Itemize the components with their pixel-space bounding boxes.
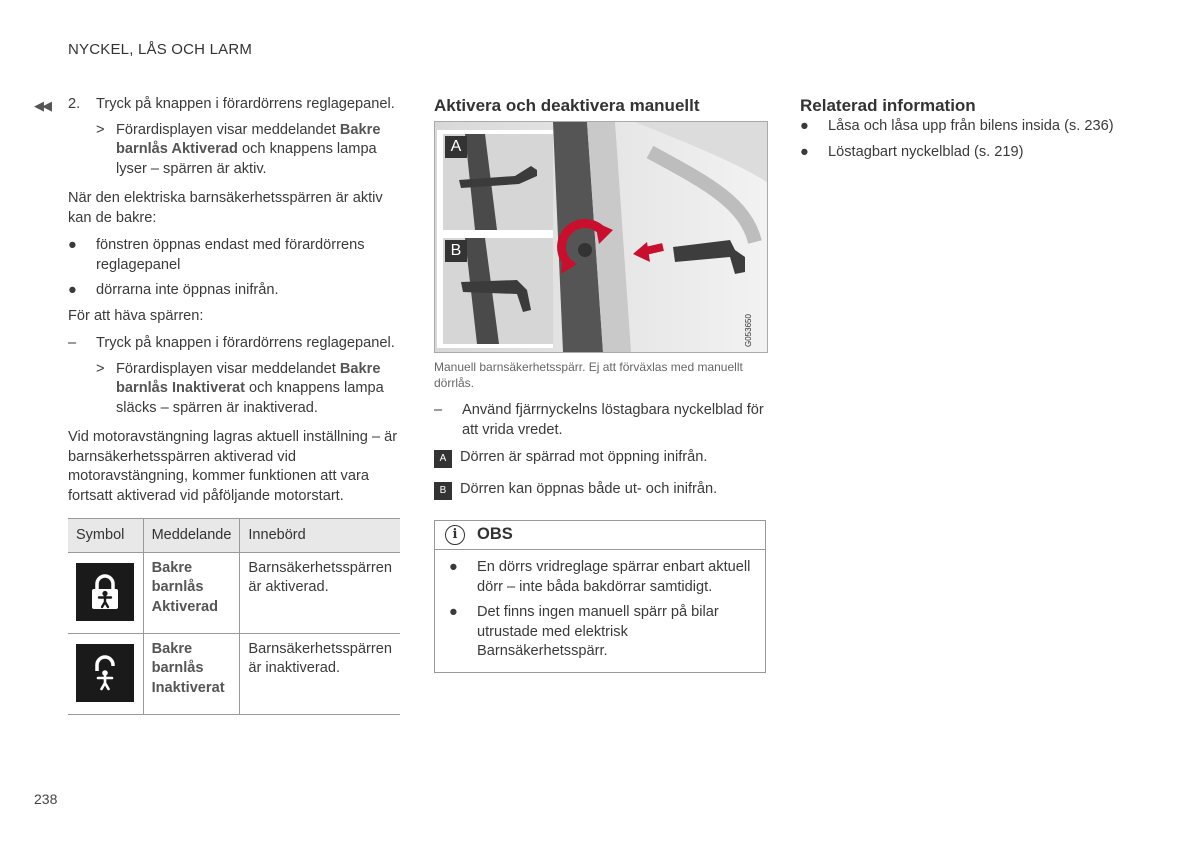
continued-marker-icon: ◀◀ [34, 98, 50, 113]
related-link-item[interactable] [800, 117, 1140, 137]
legend-text: Dörren är spärrad mot öppning inifrån. [460, 449, 708, 465]
step-item [434, 401, 766, 440]
note-body [435, 550, 765, 672]
display-message: Bakre barnlås Aktiverad [116, 121, 381, 157]
bullet-icon: ● [68, 237, 77, 253]
bullet-item [68, 236, 400, 275]
table-cell-message: Bakre barnlås Aktiverad [143, 552, 240, 633]
table-cell-meaning: Barnsäkerhetsspärren är inaktiverad. [240, 633, 400, 714]
paragraph: Vid motoravstängning lagras aktuell inställning – är barnsäkerhetsspärren aktiverad vid motoravstängning, kommer funktionen att vara fortsatt aktiverad vid påföljande motorstart. [68, 429, 398, 504]
column-right [800, 95, 1140, 162]
child-lock-illustration [434, 121, 768, 353]
figure-label-a: A [445, 136, 467, 158]
table-row [68, 552, 400, 633]
table-header-cell: Innebörd [240, 519, 400, 553]
step-item [68, 95, 400, 115]
step-number: 2. [68, 96, 81, 112]
note-header [435, 521, 765, 550]
paragraph: När den elektriska barnsäkerhetsspärren är aktiv kan de bakre: [68, 190, 383, 226]
display-message: Bakre barnlås Inaktiverat [116, 360, 381, 396]
related-link[interactable]: Låsa och låsa upp från bilens insida (s. 236) [828, 118, 1114, 134]
related-link[interactable]: Löstagbart nyckelblad (s. 219) [828, 143, 1024, 160]
figure-label-b: B [445, 240, 467, 262]
table-cell-message: Bakre barnlås Inaktiverat [143, 633, 240, 714]
bullet-icon: ● [68, 282, 77, 298]
note-title: OBS [477, 525, 513, 544]
info-icon: i [445, 525, 465, 545]
bullet-item [68, 281, 400, 301]
result-marker: > [96, 121, 105, 138]
bullet-icon: ● [449, 604, 458, 620]
column-left [68, 95, 400, 715]
step-item [68, 334, 400, 354]
section-header: NYCKEL, LÅS OCH LARM [68, 41, 253, 58]
legend-text: Dörren kan öppnas både ut- och inifrån. [460, 481, 718, 497]
legend-label: B [434, 482, 452, 500]
result-text-pre: Förardisplayen visar meddelandet [116, 121, 340, 138]
bullet-item [449, 558, 755, 597]
bullet-item [449, 603, 755, 662]
figure-caption: Manuell barnsäkerhetsspärr. Ej att förväxlas med manuellt dörrlås. [434, 360, 743, 390]
note-box [434, 520, 766, 673]
bullet-icon: ● [800, 118, 809, 134]
legend-item-b [434, 480, 766, 500]
table-header-cell: Symbol [68, 519, 143, 553]
table-cell-symbol [68, 552, 143, 633]
bullet-text: dörrarna inte öppnas inifrån. [96, 282, 279, 298]
section-heading: Aktivera och deaktivera manuellt [434, 96, 700, 115]
table-cell-symbol [68, 633, 143, 714]
result-text-pre: Förardisplayen visar meddelandet [116, 360, 340, 377]
bullet-text: fönstren öppnas endast med förardörrens reglagepanel [96, 237, 365, 273]
table-header-cell: Meddelande [143, 519, 240, 553]
result-text-post: och knappens lampa lyser – spärren är aktiv. [116, 141, 377, 177]
result-text [116, 121, 400, 180]
dash-marker: – [434, 402, 443, 418]
step-text: Använd fjärrnyckelns löstagbara nyckelblad för att vrida vredet. [462, 402, 764, 438]
section-heading: Relaterad information [800, 96, 976, 115]
legend-label: A [434, 450, 452, 468]
step-text: Tryck på knappen i förardörrens reglagepanel. [96, 96, 395, 112]
step-result [96, 360, 400, 419]
result-text-post: och knappens lampa släcks – spärren är inaktiverad. [116, 380, 384, 416]
table-cell-meaning: Barnsäkerhetsspärren är aktiverad. [240, 552, 400, 633]
step-result [96, 121, 400, 180]
child-lock-locked-icon [76, 563, 134, 621]
table-row [68, 633, 400, 714]
result-marker: > [96, 360, 105, 377]
bullet-text: En dörrs vridreglage spärrar enbart aktuell dörr – inte båda bakdörrar samtidigt. [477, 559, 751, 595]
paragraph: För att häva spärren: [68, 307, 204, 324]
related-link-item[interactable] [800, 143, 1140, 163]
table-header-row [68, 519, 400, 553]
result-text [116, 360, 400, 419]
symbol-table [68, 518, 400, 715]
bullet-text: Det finns ingen manuell spärr på bilar utrustade med elektrisk Barnsäkerhetsspärr. [477, 604, 719, 659]
bullet-icon: ● [800, 143, 809, 160]
step-text: Tryck på knappen i förardörrens reglagepanel. [96, 335, 395, 351]
dash-marker: – [68, 335, 77, 351]
figure-code: G053650 [744, 314, 753, 347]
child-lock-unlocked-icon [76, 644, 134, 702]
bullet-icon: ● [449, 559, 458, 575]
legend-item-a [434, 448, 766, 468]
page-number: 238 [34, 791, 58, 807]
column-middle [434, 95, 766, 673]
